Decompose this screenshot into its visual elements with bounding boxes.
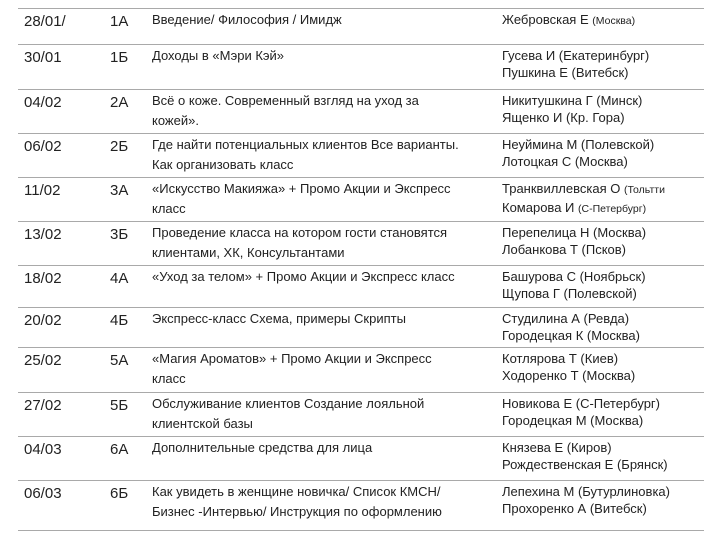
date-cell: 20/02 [18,308,110,348]
topic-cell [152,266,502,308]
class-code-cell: 3Б [110,222,152,266]
trainer-line [502,199,704,218]
class-code-cell: 4Б [110,308,152,348]
table-row [18,437,704,481]
topic-cell [152,393,502,437]
topic-line: клиентами, ХК, Консультантами [152,245,345,260]
topic-line: кожей». [152,113,199,128]
date-cell: 18/02 [18,266,110,308]
date-cell: 25/02 [18,348,110,393]
trainer-cell [502,9,704,45]
topic-line: «Искусство Макияжа» + Промо Акции и Экспресс [152,181,451,196]
trainer-line: Котлярова Т (Киев) [502,351,619,366]
topic-line: Дополнительные средства для лица [152,440,373,455]
trainer-cell [502,90,704,134]
date-cell: 28/01/ [18,9,110,45]
trainer-line: Башурова С (Ноябрьск) [502,269,646,284]
table-row [18,266,704,308]
class-code-cell: 1Б [110,45,152,90]
class-code-cell: 3А [110,178,152,222]
trainer-line: Ходоренко Т (Москва) [502,368,636,383]
topic-line: Бизнес -Интервью/ Инструкция по оформлению [152,504,442,519]
topic-cell [152,45,502,90]
trainer-cell [502,178,704,222]
topic-line: «Магия Ароматов» + Промо Акции и Экспресс [152,351,432,366]
trainer-line: Лепехина М (Бутурлиновка) [502,484,670,499]
schedule-sheet [18,8,698,531]
class-code-cell: 1А [110,9,152,45]
trainer-line: Щупова Г (Полевской) [502,286,637,301]
topic-line: клиентской базы [152,416,253,431]
table-row [18,45,704,90]
trainer-line: Никитушкина Г (Минск) [502,93,643,108]
trainer-line: Лотоцкая С (Москва) [502,154,628,169]
trainer-line: Князева Е (Киров) [502,440,612,455]
topic-line: Всё о коже. Современный взгляд на уход за [152,93,419,108]
trainer-cell [502,134,704,178]
trainer-name: Комарова И [502,200,575,215]
topic-line: Экспресс-класс Схема, примеры Скрипты [152,311,406,326]
trainer-name: Транквиллевская О [502,181,621,196]
table-row [18,134,704,178]
topic-cell [152,348,502,393]
table-row [18,348,704,393]
date-cell: 04/03 [18,437,110,481]
table-row [18,9,704,45]
topic-cell [152,90,502,134]
trainer-cell [502,222,704,266]
topic-cell [152,222,502,266]
table-row [18,308,704,348]
topic-cell [152,437,502,481]
date-cell: 11/02 [18,178,110,222]
trainer-line: Новикова Е (С-Петербург) [502,396,661,411]
class-code-cell: 6А [110,437,152,481]
class-code-cell: 2А [110,90,152,134]
trainer-city: (Москва) [592,15,636,27]
topic-line: Как увидеть в женщине новичка/ Список КМСН/ [152,484,441,499]
topic-cell [152,308,502,348]
topic-line: Доходы в «Мэри Кэй» [152,48,285,63]
topic-cell [152,178,502,222]
topic-line: «Уход за телом» + Промо Акции и Экспресс класс [152,269,455,284]
trainer-line: Рождественская Е (Брянск) [502,457,668,472]
trainer-cell [502,45,704,90]
class-code-cell: 5А [110,348,152,393]
trainer-cell [502,437,704,481]
topic-line: Обслуживание клиентов Создание лояльной [152,396,425,411]
topic-line: класс [152,371,186,386]
date-cell: 27/02 [18,393,110,437]
topic-cell [152,481,502,531]
topic-line: класс [152,201,186,216]
date-cell: 13/02 [18,222,110,266]
date-cell: 30/01 [18,45,110,90]
trainer-line: Городецкая К (Москва) [502,328,640,343]
table-row [18,393,704,437]
table-row [18,178,704,222]
trainer-line: Студилина А (Ревда) [502,311,630,326]
topic-cell [152,9,502,45]
date-cell: 04/02 [18,90,110,134]
topic-line: Проведение класса на котором гости становятся [152,225,448,240]
trainer-line: Жебровская Е [502,12,589,27]
trainer-line: Гусева И (Екатеринбург) [502,48,650,63]
trainer-cell [502,393,704,437]
class-code-cell: 6Б [110,481,152,531]
table-row [18,90,704,134]
class-code-cell: 4А [110,266,152,308]
trainer-line: Прохоренко А (Витебск) [502,501,647,516]
class-code-cell: 5Б [110,393,152,437]
trainer-city: (С-Петербург) [578,203,647,215]
trainer-line: Перепелица Н (Москва) [502,225,647,240]
trainer-line: Лобанкова Т (Псков) [502,242,627,257]
trainer-line: Пушкина Е (Витебск) [502,65,629,80]
trainer-cell [502,481,704,531]
table-row [18,222,704,266]
trainer-city: (Тольтти [623,184,665,196]
trainer-cell [502,266,704,308]
topic-line: Где найти потенциальных клиентов Все варианты. [152,137,459,152]
class-code-cell: 2Б [110,134,152,178]
topic-cell [152,134,502,178]
trainer-cell [502,348,704,393]
schedule-table [18,8,704,531]
trainer-cell [502,308,704,348]
topic-line: Введение/ Философия / Имидж [152,12,342,27]
date-cell: 06/03 [18,481,110,531]
trainer-line: Ященко И (Кр. Гора) [502,110,625,125]
trainer-line [502,180,704,199]
trainer-line: Неуймина М (Полевской) [502,137,655,152]
date-cell: 06/02 [18,134,110,178]
topic-line: Как организовать класс [152,157,294,172]
table-row [18,481,704,531]
trainer-line: Городецкая М (Москва) [502,413,644,428]
